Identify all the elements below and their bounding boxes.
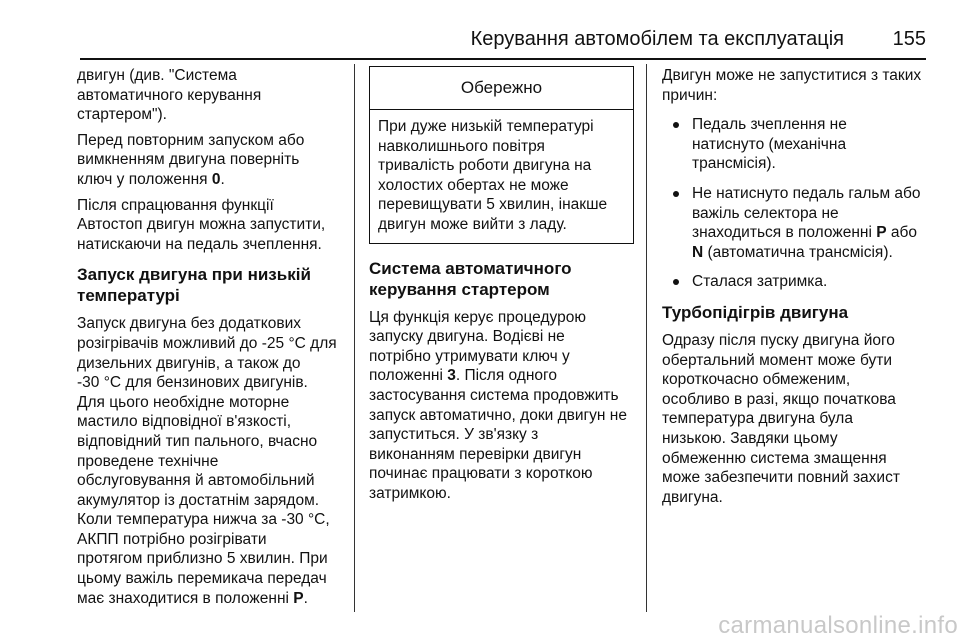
caution-box	[369, 66, 634, 244]
page-number: 155	[892, 28, 926, 50]
section-heading: Турбопідігрів двигуна	[662, 302, 849, 322]
paragraph: Ця функція керує процедурою запуску двигуна. Водієві не потрібно утримувати ключ у положенні 3. Після одного застосування система продовжить запуск автоматично, доки двигун не запуститься. У зв'язку з виконанням перевірки двигун починає працювати з короткою затримкою.	[369, 308, 627, 502]
watermark: carmanualsonline.info	[718, 612, 958, 639]
bullet-icon	[673, 122, 679, 128]
paragraph: Запуск двигуна без додаткових розігрівачів можливий до -25 °C для дизельних двигунів, а також до -30 °C для бензинових двигунів. Для цього необхідне моторне мастило відповідної в'язкості, відповідний тип пального, вчасно проведене технічне обслуговування й автомобільний акумулятор із достатнім зарядом. Коли температура нижча за -30 °C, АКПП потрібно розігрівати протягом приблизно 5 хвилин. При цьому важіль перемикача передач має знаходитися в положенні P.	[77, 315, 337, 607]
page-header	[80, 12, 926, 62]
list-item: Сталася затримка.	[662, 272, 932, 292]
column-3	[662, 66, 932, 513]
header-rule	[80, 58, 926, 60]
paragraph: двигун (див. "Система автоматичного керування стартером").	[77, 67, 262, 124]
section-heading: Система автоматичного керування стартером	[369, 258, 572, 299]
bullet-icon	[673, 191, 679, 197]
list-item: Не натиснуто педаль гальм або важіль селектора не знаходиться в положенні P або N (автоматична трансмісія).	[662, 184, 932, 262]
paragraph: Перед повторним запуском або вимкненням двигуна поверніть ключ у положення 0.	[77, 131, 305, 188]
column-divider	[646, 64, 647, 612]
column-2	[369, 66, 634, 510]
paragraph: Двигун може не запуститися з таких причин:	[662, 67, 922, 104]
caution-body: При дуже низькій температурі навколишнього повітря тривалість роботи двигуна на холостих обертах не може перевищувати 5 хвилин, інакше двигун може вийти з ладу.	[378, 118, 608, 233]
bullet-icon	[673, 279, 679, 285]
bullet-list	[662, 115, 932, 292]
paragraph: Одразу після пуску двигуна його обертальний момент може бути короткочасно обмеженим, особливо в разі, якщо початкова температура двигуна була низькою. Завдяки цьому обмеженню система змащення може забезпечити повний захист двигуна.	[662, 331, 900, 506]
list-item: Педаль зчеплення не натиснуто (механічна трансмісія).	[662, 115, 932, 174]
column-divider	[354, 64, 355, 612]
section-heading: Запуск двигуна при низькій температурі	[77, 265, 311, 306]
column-1	[77, 66, 342, 614]
header-title: Керування автомобілем та експлуатація	[470, 28, 844, 50]
caution-title: Обережно	[370, 67, 633, 110]
paragraph: Після спрацювання функції Автостоп двигун можна запустити, натискаючи на педаль зчеплення.	[77, 196, 326, 253]
